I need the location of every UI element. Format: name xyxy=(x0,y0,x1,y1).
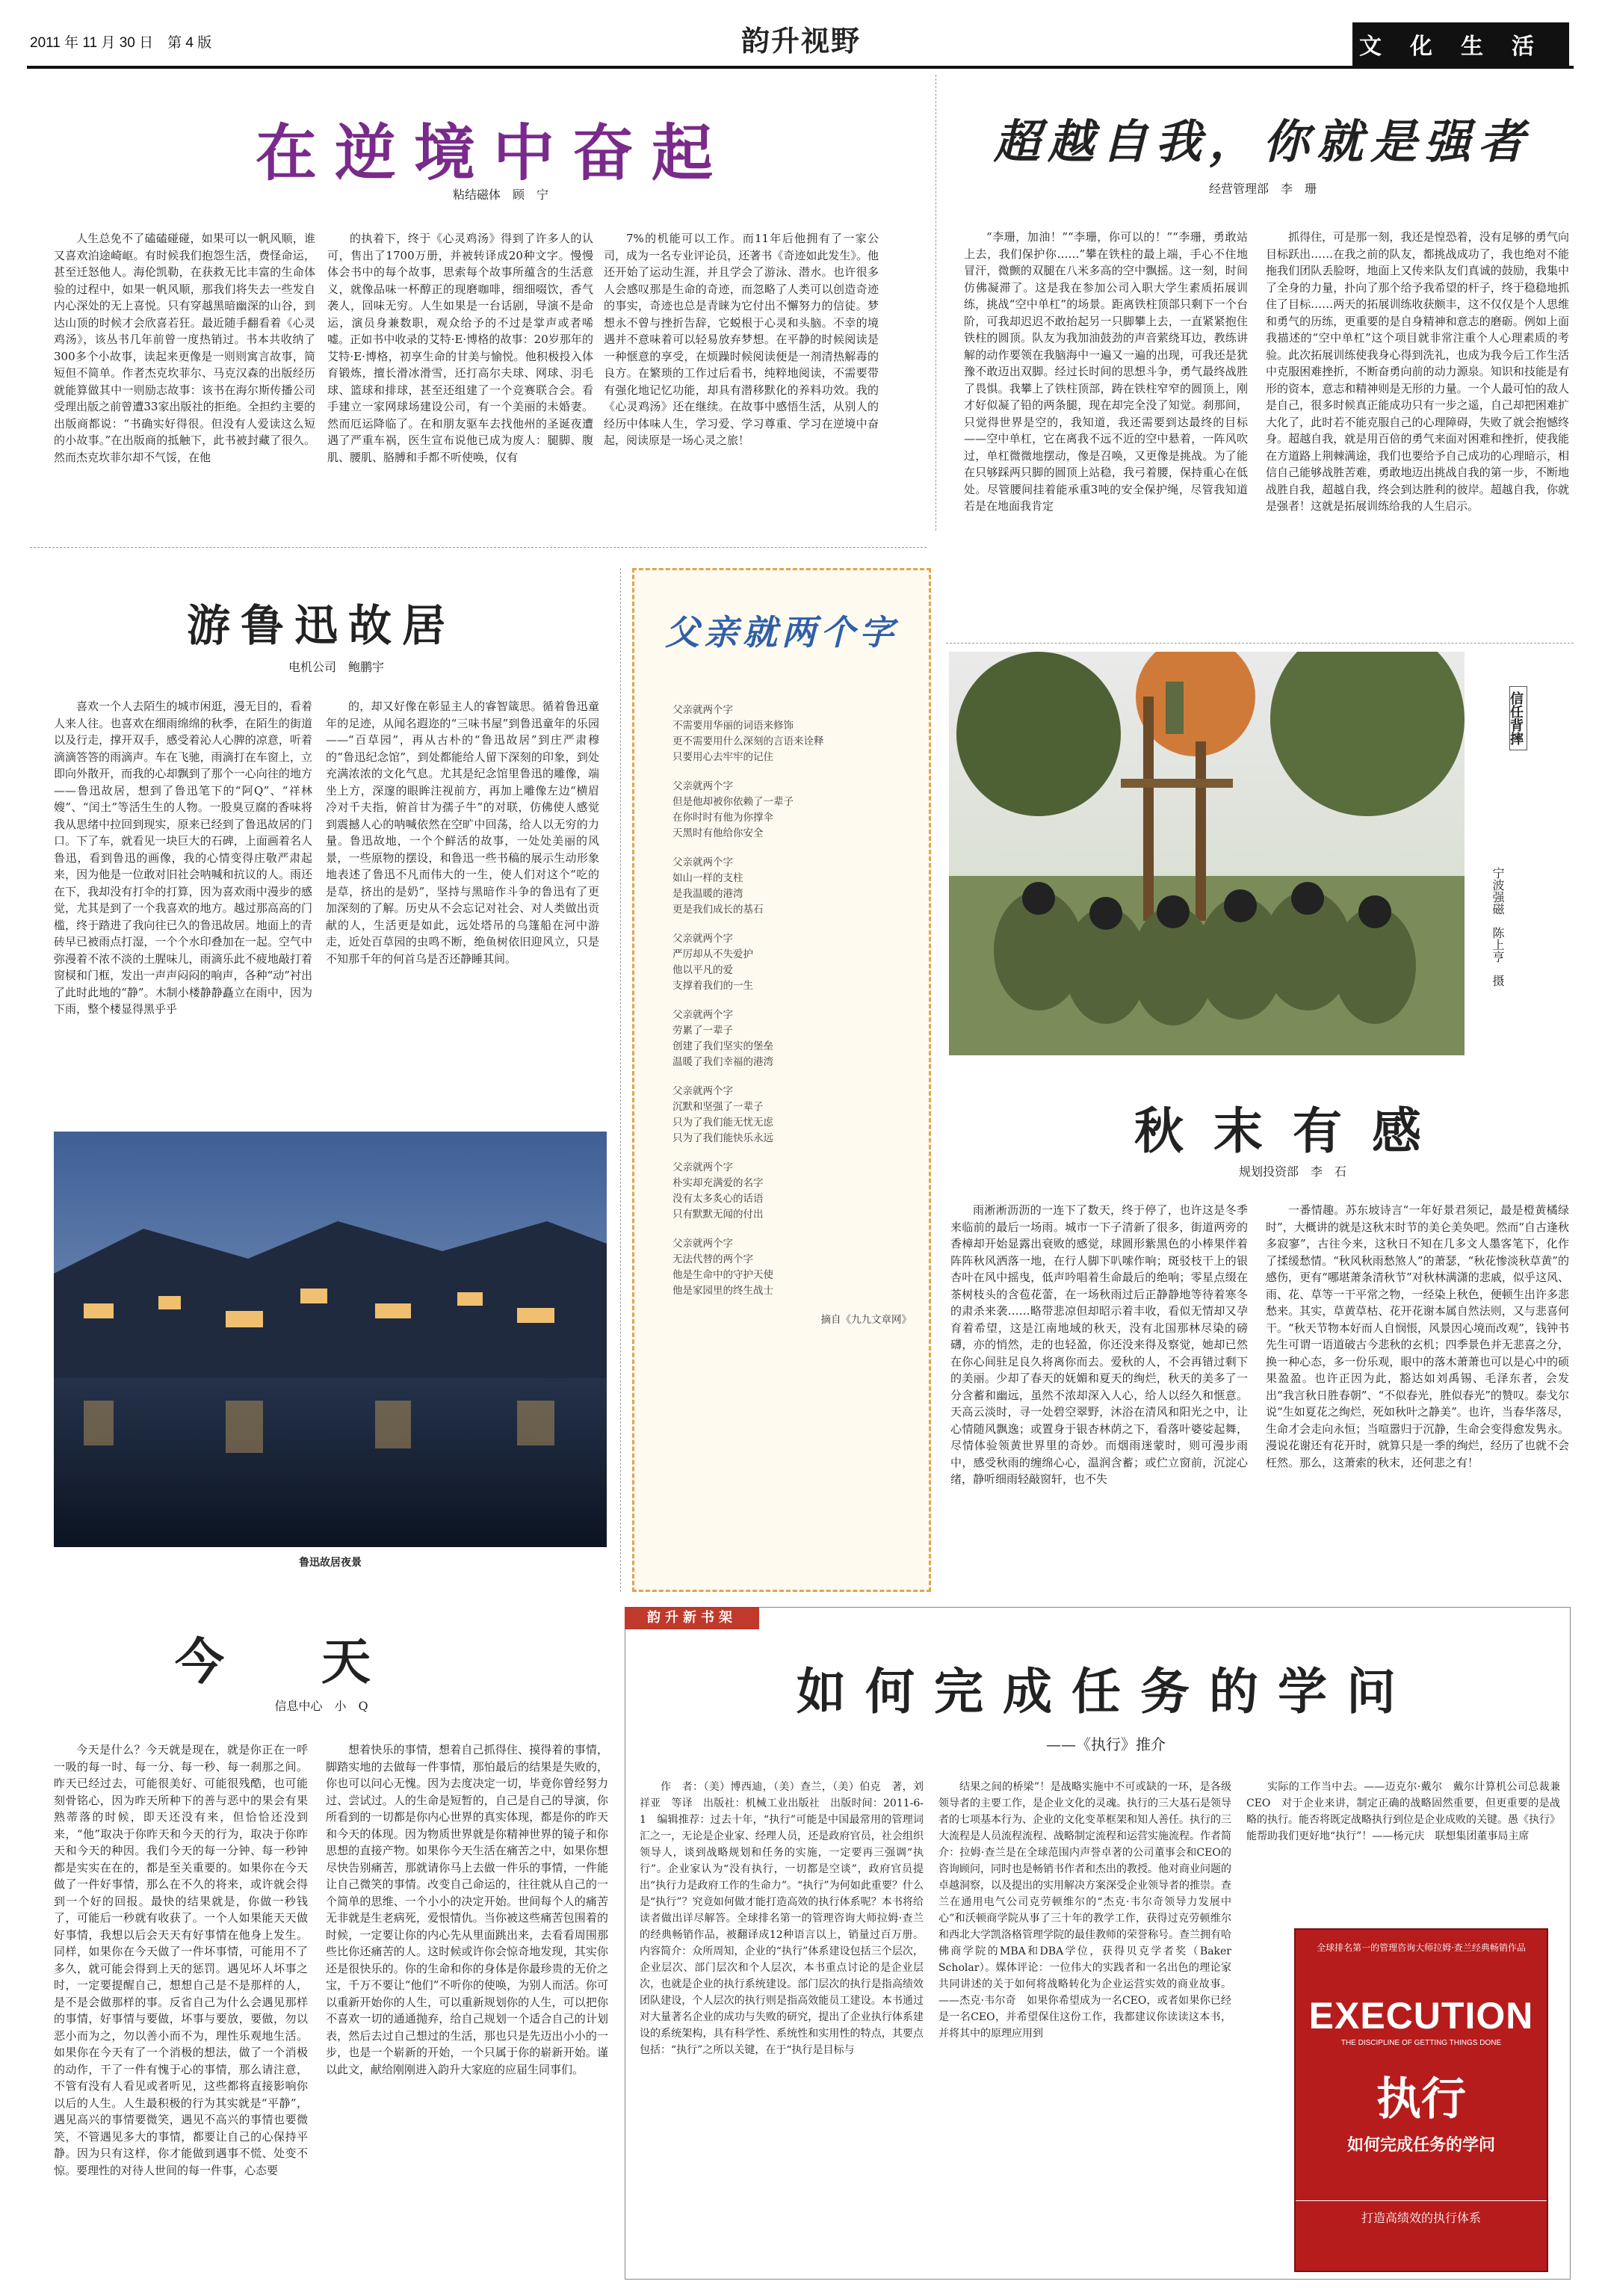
poem-stanza xyxy=(672,703,912,765)
text-adversity-col3: 7%的机能可以工作。而11年后他拥有了一家公司，成为一名专业评论员，还著书《奇迹如此发生》。他还开始了运动生涯，并且学会了游泳、潜水。也许很多人会感叹那是生命的奇迹，而忽略了人类可以创造奇迹的事实，奇迹也总是青睐为它付出不懈努力的信徒。梦想永不曾与挫折告辞，它蜕根于心灵和头脑。不幸的境遇并不意味着可以轻易放弃梦想。在平静的时候阅读是一种惬意的享受，在烦躁时候阅读便是一剂清热解毒的良方。在繁琐的工作过后看书，纯粹地阅读，不需要带有强化地记忆功能，却具有潜移默化的养料功效。我的《心灵鸡汤》还在继续。在故事中感悟生活，从别人的经历中体味人生，学习爱、学习尊重、学习在逆境中奋起，阅读原是一场心灵之旅！ xyxy=(604,232,879,447)
newspaper-name: 韵升视野 xyxy=(740,24,861,58)
photo-trust-fall xyxy=(949,652,1465,1055)
poem-title: 父亲就两个字 xyxy=(665,612,898,652)
poem-line: 更不需要用什么深刻的言语来诠释 xyxy=(672,735,824,747)
poem-stanza xyxy=(672,855,912,918)
byline-autumn: 规划投资部 李 石 xyxy=(1238,1164,1346,1179)
book-cover-top: 全球排名第一的管理咨询大师拉姆·查兰经典畅销作品 xyxy=(1317,1942,1526,1953)
book-cover-en-sub: THE DISCIPLINE OF GETTING THINGS DONE xyxy=(1340,2039,1502,2047)
poem-line: 父亲就两个字 xyxy=(672,1161,733,1173)
photo-caption-trust-fall: 信任背摔 xyxy=(1509,686,1527,750)
poem-line: 天黑时有他给你安全 xyxy=(672,827,764,839)
byline-adversity: 粘结磁体 顾 宁 xyxy=(452,188,548,202)
text-book-col2: 结果之间的桥梁”！是战略实施中不可或缺的一环，是各级领导者的主要工作，是企业文化的灵魂。执行的三大基石是领导者的七项基本行为、企业的文化变革框架和知人善任。执行的三大流程是人员流程流程、战略制定流程和运营实施流程。作者简介：拉姆·查兰是在全球范围内声誉卓著的公司董事会和CEO的咨询顾问，同时也是畅销书作者和杰出的教授。他对商业问题的卓越洞察，以及提出的实用解决方案深受企业领导者的推崇。查兰在通用电气公司克劳顿维尔的“杰克·韦尔奇领导力发展中心”和沃顿商学院从事了三十年的教学工作，获得过克劳顿维尔和西北大学凯洛格管理学院的最佳教师的荣誉称号。查兰拥有哈佛商学院的MBA和DBA学位，获得贝克学者奖（Baker Scholar）。媒体评论：一位伟大的实践者和一名出色的理论家共同讲述的关于如何将战略转化为企业运营实效的商业故事。——杰克·韦尔奇 如果你希望成为一名CEO，或者如果你已经是一名CEO，并希望保住这份工作，我都建议你读读这本书，并将其中的原理应用到 xyxy=(938,1781,1231,2040)
book-cover-bottom: 打造高绩效的执行体系 xyxy=(1296,2200,1547,2226)
luxun-night-illustration xyxy=(54,1132,607,1547)
bookshelf-banner xyxy=(625,1607,759,1629)
book-subtitle: ——《执行》推介 xyxy=(1046,1735,1166,1753)
trust-fall-illustration xyxy=(949,652,1465,1055)
poem-line: 只有默默无闻的付出 xyxy=(672,1209,764,1220)
poem-line: 在你时时有他为你撑伞 xyxy=(672,812,773,824)
poem-line: 没有太多炙心的话语 xyxy=(672,1193,764,1205)
poem-line: 父亲就两个字 xyxy=(672,1238,733,1250)
book-cover xyxy=(1294,1928,1548,2272)
poem-line: 父亲就两个字 xyxy=(672,704,733,716)
poem-line: 创建了我们坚实的堡垒 xyxy=(672,1040,773,1052)
article-title-adversity: 在逆境中奋起 xyxy=(255,117,731,189)
divider xyxy=(620,568,621,1592)
header-rule xyxy=(27,66,1574,69)
poem-line: 他是生命中的守护天使 xyxy=(672,1269,773,1281)
divider xyxy=(946,643,1574,644)
poem-line: 严厉却从不失爱护 xyxy=(672,948,753,960)
issue-date: 2011 年 11 月 30 日 第 4 版 xyxy=(30,35,212,51)
text-surpass-col1: “李珊，加油！”“李珊，你可以的！”“李珊，勇敢站上去，我们保护你……”攀在铁柱的最上端，手心不住地冒汗，微颤的双腿在八米多高的空中飘摇。这一刻，时间仿佛凝滞了。这是我在参加公司入职大学生素质拓展训练，挑战“空中单杠”的场景。距离铁柱顶部只剩下一个台阶，可我却迟迟不敢抬起另一只脚攀上去，一直紧紧抱住铁柱的圆顶。队友为我加油鼓劲的声音萦绕耳边，教练讲解的动作要领在我脑海中一遍又一遍的出现，可我还是犹豫不敢迈出双脚。经过长时间的思想斗争，勇气最终战胜了畏惧。我攀上了铁柱顶部，踌在铁柱窄窄的圆顶上，刚才好似凝了铅的两条腿，现在却完全没了知觉。刹那间，只觉得世界是空的，我知道，我还需要到达最终的目标——空中单杠，它在离我不远不近的空中悬着，一阵风吹过，单杠微微地摆动，像是召唤，又更像是挑战。为了能在只够踩两只脚的圆顶上站稳，我弓着腰，保持重心在低处。尽管腰间挂着能承重3吨的安全保护绳，尽管我知道若是在地面我肯定 xyxy=(964,230,1248,513)
text-adversity-col2: 的执着下，终于《心灵鸡汤》得到了许多人的认可，售出了1700万册，并被转译成20种文字。慢慢体会书中的每个故事，思索每个故事所蕴含的生活意义，就像品味一杯醇正的现磨咖啡，细细啜饮，香气袭人，回味无穷。人生如果是一台话剧，导演不是命运，演员身兼数职，观众给予的不过是掌声或者唏嘘。正如书中收录的艾特·E·博格的故事：20岁那年的艾特·E·博格，初享生命的甘美与愉悦。他积极投入体育锻炼，擅长滑冰滑雪，还打高尔夫球、网球、羽毛球、篮球和排球，甚至还组建了一个竞赛联合会。看手建立一家网球场建设公司，有一个美丽的未婚妻。然而厄运降临了。在和朋友驱车去找他州的圣诞夜遭遇了严重车祸，医生宣布说他已成为废人：腿脚、腹肌、腰肌、胳膊和手都不听使唤，仅有 xyxy=(327,232,593,464)
poem-stanza xyxy=(672,779,912,842)
text-today-col2: 想着快乐的事情，想着自己抓得住、摸得着的事情，脚踏实地的去做每一件事情，那怕最后的结果是失败的，你也可以问心无愧。因为去度决定一切，毕竟你曾经努力过、尝试过。人的生命是短暂的，自己是自己的导演，你所看到的一切都是你内心世界的真实体现，都是你的昨天和今天的体现。因为物质世界就是你精神世界的镜子和你思想的直接产物。如果你今天生活在痛苦之中，如果你想尽快告别痛苦，那就请你马上去做一件乐的事情，一件能让自己微笑的事情。改变自己命运的，往往就从自己的一个简单的思维、一个小小的决定开始。世间每个人的痛苦无非就是生老病死，爱恨情仇。当你被这些痛苦包围着的时候，一定要让你的内心先从里面跳出来，去看看周围那些比你还痛苦的人。这时候或许你会惊奇地发现，其实你还是很快乐的。你的生命和你的身体是你最珍贵的无价之宝，千万不要让“他们”不听你的使唤，为别人而活。你可以重新开始你的人生，可以重新规划你的人生，可以把你不喜欢一切的通通抛弃，给自己规划一个适合自己的计划表，然后去过自己想过的生活，那也只是先迈出小小的一步，也是一个崭新的开始，一个只属于你的崭新开始。谨以此文，献给刚刚进入韵升大家庭的应届生同事们。 xyxy=(326,1743,608,2076)
poem-line: 父亲就两个字 xyxy=(672,933,733,945)
poem-line: 他是家园里的终生战士 xyxy=(672,1285,773,1297)
article-title-autumn: 秋末有感 xyxy=(1134,1102,1451,1160)
byline-luxun: 电机公司 鲍鹏宇 xyxy=(288,660,384,674)
text-book-col3: 实际的工作当中去。——迈克尔·戴尔 戴尔计算机公司总裁兼CEO 对于企业来讲，制定正确的战略固然重要，但更重要的是战略的执行。能否将既定战略执行到位是企业成败的关键。愚《执行》能帮助我们更好地“执行”！——杨元庆 联想集团董事局主席 xyxy=(1246,1781,1560,1842)
poem-line: 如山一样的支柱 xyxy=(672,872,743,884)
poem-source: 摘自《九九文章网》 xyxy=(820,1314,912,1326)
poem-line: 只要用心去牢牢的记住 xyxy=(672,751,773,763)
poem-stanza xyxy=(672,1160,912,1223)
text-book-col1: 作 者：（美）博西迪，（美）查兰，（美）伯克 著，刘祥亚 等译 出版社：机械工业出版社 出版时间：2011-6-1 编辑推荐：过去十年，“执行”可能是中国最常用的管理词汇之一，无论是企业家、经理人员，还是政府官员，社会组织领导人，谈到战略规划和任务的实施，一定要再三强调“执行”。企业家认为“没有执行，一切都是空谈”，政府官员提出“执行力是政府工作的生命力”。“执行”为何如此重要？什么是“执行”？究竟如何做才能打造高效的执行体系呢？本书将给读者做出详尽解答。全球排名第一的管理咨询大师拉姆·查兰的经典畅销作品，被翻译成12种语言以上，销量过百万册。内容简介：众所周知，企业的“执行”体系建设包括三个层次，企业层次、部门层次和个人层次，本书重点讨论的是企业层次，也就是企业的执行系统建设。部门层次的执行是指高绩效团队建设，个人层次的执行则是指高效能员工建设。本书通过对大量著名企业的成功与失败的研究，提出了企业执行体系建设的系统架构，具有科学性、系统性和实用性的特点，其要点包括：“执行”之所以关键，在于“执行是目标与 xyxy=(640,1781,924,2056)
photo-caption-luxun: 鲁迅故居夜景 xyxy=(299,1557,362,1569)
poem-line: 无法代替的两个字 xyxy=(672,1253,753,1265)
divider xyxy=(935,75,936,531)
poem-line: 父亲就两个字 xyxy=(672,1009,733,1021)
poem-stanza xyxy=(672,1084,912,1147)
poem-line: 父亲就两个字 xyxy=(672,857,733,868)
book-cover-cn: 执行 xyxy=(1376,2073,1466,2126)
text-surpass-col2: 抓得住，可是那一刻，我还是惶恐着，没有足够的勇气向目标跃出……在我之前的队友，都挑战成功了，我也绝对不能拖我们团队丢脸呀，地面上又传来队友们真诚的鼓励，我集中了全身的力量，扑向了那个给予我希望的杆子，终于稳稳地抓住了目标……两天的拓展训练收获颇丰，这不仅仅是个人思维和勇气的历练，更重要的是自身精神和意志的磨砺。例如上面我描述的“空中单杠”这个项目就非常注重个人心理素质的考验。此次拓展训练使我身心得到洗礼，也成为我今后工作生活中克服困难挫折，不断奋勇向前的动力源泉。知识和技能是有形的资本，意志和精神则是无形的力量。一个人最可怕的敌人是自己，很多时候真正能成功只有一步之遥，自己却把困难扩大化了，此时若不能克服自己的心理障碍，失败了就会抱憾终身。超越自我，就是用百倍的勇气来面对困难和挫折，使我能在方道路上荆棘满途，我们也要给予自己成功的心理暗示，相信自己能够战胜苦难，勇敢地迈出挑战自我的第一步，不断地战胜自我，超越自我，终会到达胜利的彼岸。超越自我，你就是强者！这就是拓展训练给我的人生启示。 xyxy=(1266,230,1569,513)
book-cover-word: EXECUTION xyxy=(1308,1995,1534,2037)
poem-line: 是我温暖的港湾 xyxy=(672,888,743,900)
poem-line: 但是他却被你依赖了一辈子 xyxy=(672,796,794,808)
byline-today: 信息中心 小 Q xyxy=(274,1699,368,1713)
book-title: 如何完成任务的学问 xyxy=(797,1662,1415,1721)
photo-credit-trust-fall: 宁波强磁 陈上亨 摄 xyxy=(1491,867,1505,987)
poem-line: 沉默和坚强了一辈子 xyxy=(672,1101,764,1113)
photo-luxun-night xyxy=(54,1132,607,1547)
text-autumn-col1: 雨淅淅沥沥的一连下了数天，终于停了，也许这是冬季来临前的最后一场雨。城市一下子清新了很多，街道两旁的香樟却开始显露出衰败的感觉，球圆形紫黑色的小棒果伴着阵阵秋风洒落一地，在行人脚下叭嗦作响；斑驳枝干上的银杏叶在风中摇曳，低声吟唱着生命最后的绝响；零星点缀在茶树枝头的含苞花蕾，在一场秋雨过后正静静地等待着寒冬的肃杀来袭……略带悲凉但却昭示着丰收，看似无情却又孕育着希望，这是江南地域的秋天，没有北国那林尽染的磅礴，亦的悄然，走的也轻盈，你还没来得及察觉，她却已然在你心间驻足良久将离你而去。爱秋的人，不会再错过剩下的美丽。少却了春天的妩媚和夏天的绚烂，秋天的美多了一分含蓄和幽远，虽然不浓却深入人心，给人以经久和惬意。天高云淡时，寻一处碧空翠野，沐浴在清风和阳光之中，让心情随风飘逸；或置身于银杏林荫之下，看落叶婆娑起舞，尽情体验领黄世界里的奇妙。而烟雨迷蒙时，则可漫步雨中，感受秋雨的缠绵心心，温润含蓄；或伫立窗前，沉淀心绪，静听细雨轻敲窗轩，也不失 xyxy=(950,1203,1248,1486)
article-title-surpass: 超越自我，你就是强者 xyxy=(994,114,1533,169)
poem-line: 支撑着我们的一生 xyxy=(672,980,753,992)
poem-stanza xyxy=(672,1236,912,1299)
text-today-col1: 今天是什么？今天就是现在，就是你正在一呼一吸的每一时、每一分、每一秒、每一刹那之间。昨天已经过去，可能很美好、可能很残酷，也可能刻骨铭心，因为昨天所种下的善与恶中的果会有果熟蒂落的时候，即天还没有来，但恰恰还没到来，“他”取决于你昨天和今天的行为，取决于你昨天和今天的种因。我们今天的每一分钟、每一秒钟都是实实在在的，都是至关重要的。如果你在今天做了一件好事情，那么在不久的将来，或许就会得到一个好的回报。最快的结果就是，你做一秒钱了，可能后一秒就有收获了。一个人如果能天天做好事情，我想以后会天天有好事情在他身上发生。同样，如果你在今天做了一件坏事情，可能用不了多久，就可能会得到上天的惩罚。遇见坏人坏事之时，一定要提醒自己，想想自己是不是那样的人，是不是会做那样的事。反省自己为什么会遇见那样的事情，好事情与要做，坏事与要放，要做，勿以恶小而为之，勿以善小而不为，理性乐观地生活。如果你在今天有了一个消极的想法，做了一个消极的动作，干了一件有愧于心的事情，那么请注意，不管有没有人看见或者听见，这些都将直接影响你以后的人生。人生最积极的行为其实就是“平静”，遇见高兴的事情要微笑，遇见不高兴的事情也要微笑，不管遇见多大的事情，都要让自己的心保持平静。因为只有这样，你才能做到遇事不慌、处变不惊。要理性的对待人世间的每一件事，心态要 xyxy=(54,1743,308,2177)
poem-line: 父亲就两个字 xyxy=(672,1085,733,1097)
poem-line: 朴实却充满爱的名字 xyxy=(672,1177,764,1189)
bookshelf-banner-label: 韵升新书架 xyxy=(647,1610,737,1626)
article-title-today: 今天 xyxy=(175,1632,468,1691)
text-luxun-col2: 的，却又好像在彰显主人的睿智箴思。循着鲁迅童年的足迹，从闻名遐迩的“三味书屋”到鲁迅童年的乐园——“百草园”，再从古朴的“鲁迅故居”到庄严肃穆的“鲁迅纪念馆”，到处都能给人留下深刻的印象，到处充满浓浓的文化气息。尤其是纪念馆里鲁迅的雕像，端坐上方，深邃的眼眸注视前方，再加上雕像左边“横眉冷对千夫指，俯首甘为孺子牛”的对联，仿佛使人感觉到震撼人心的呐喊依然在空旷中回荡，给人以无穷的力量。鲁迅故地，一个个鲜活的故事，一处处美丽的风景，一些原物的摆设，和鲁迅一些书稿的展示生动形象地表述了鲁迅不凡而伟大的一生，使人们对这个“吃的是草，挤出的是奶”，坚持与黑暗作斗争的鲁迅有了更加深刻的了解。历史从不会忘记对社会、对人类做出贡献的人，生活更是如此，远处塔吊的乌篷船在河中游走，近处百草园的虫鸣不断，绝鱼树依旧迎风立，只是不知那千年的何首乌是否还静睡其间。 xyxy=(326,700,599,966)
poem-line: 只为了我们能无忧无虑 xyxy=(672,1117,773,1129)
text-adversity-col1: 人生总免不了磕磕碰碰，如果可以一帆风顺，谁又喜欢泊途崎岖。有时候我们抱怨生活，费怪命运，甚至迁怒他人。海伦凯勒，在获救无比丰富的生命体验的过程中，如果一帆风顺，那我们将失去一些发自内心深处的无上喜悦。只有穿越黑暗幽深的山谷，到达山顶的时候才会欣喜若狂。最近随手翻看着《心灵鸡汤》，该丛书几年前曾一度热销过。书本共收纳了300多个小故事，读起来更像是一则则寓言故事，简短但不简单。作者杰克坎菲尔、马克汉森的出版经历就能算做其中一则励志故事：该书在海尔斯传播公司受理出版之前曾遭33家出版社的拒绝。全担约主要的出版商都说：“书确实好得很。但没有人爱读这么短的小故事。”在出版商的抵触下，此书被封藏了很久。然而杰克坎菲尔却不气馁，在他 xyxy=(54,232,315,464)
article-title-luxun: 游鲁迅故居 xyxy=(186,600,456,651)
book-cover-cn-sub: 如何完成任务的学问 xyxy=(1346,2135,1495,2155)
text-luxun-col1: 喜欢一个人去陌生的城市闲逛，漫无目的，看着人来人往。也喜欢在细雨绵绵的秋季，在陌生的街道以及行走，撑开双手，感受着沁人心脾的凉意，听着滴滴答答的雨滴声。车在飞驰，雨滴打在车窗上，立即向外散开，而我的心却飘到了那个一心向往的地方——鲁迅故居，想到了鲁迅笔下的“阿Q”、“祥林嫂”、“闰土”等活生生的人物。一股臭豆腐的香味将我从思绪中拉回到现实，原来已经到了鲁迅故居的门口。下了车，就看见一块巨大的石碑，上面画着名人鲁迅，看到鲁迅的画像，我的心情变得庄敬严肃起来，因为他是一位敢对旧社会呐喊和抗议的人。雨还在下，我却没有打伞的打算，因为喜欢雨中漫步的感觉，尤其是到了一个我喜欢的地方。越过那高高的门槛，终于踏进了我向往已久的鲁迅故居。地面上的青砖早已被雨点打湿，一个个水印叠加在一起。空气中弥漫着不浓不淡的土腥味儿，雨滴乐此不疲地敲打着窗棂和门框，发出一声声闷闷的响声，各种“动”衬出了此时此地的“静”。木制小楼静静矗立在雨中，因为下雨，整个楼显得黑乎乎 xyxy=(54,700,312,1016)
text-autumn-col2: 一番情趣。苏东坡诗言“一年好景君须记，最是橙黄橘绿时”，大概讲的就是这秋末时节的美仑美奂吧。然而“自古逢秋多寂寥”，古往今来，这秋日不知在几多文人墨客笔下，化作了揉缓愁情。“秋风秋雨愁煞人”的萧瑟，“秋花惨淡秋草黄”的感伤，更有“哪堪萧条清秋节”对秋林满潇的悲戚，似乎这风、雨、花、草等一干平常之物，一经染上秋色，便顿生出许多悲愁来。其实，草黄草枯、花开花谢本属自然法则，又与悲喜何干。“秋天节物本好而人自悯悵，风景因心境而改观”，钱钟书先生可谓一语道破古今悲秋的玄机；四季景色并无悲喜之分，换一种心态，多一份乐观，眼中的落木萧萧也可以是心中的硕果盈盈。也许正因为此，豁达如刘禹锡、毛泽东者，会发出“我言秋日胜春朝”、“不似春光，胜似春光”的赞叹。泰戈尔说“生如夏花之绚烂，死如秋叶之静美”。也许，当春华落尽，生命才会走向永恒；当喧嚣归于沉静，生命会变得愈发隽永。漫说花谢还有花开时，就算只是一季的绚烂，经历了也就不会枉然。那么，这萧索的秋末，还何悲之有！ xyxy=(1266,1203,1569,1469)
poem-line: 更是我们成长的基石 xyxy=(672,904,764,916)
poem-stanza xyxy=(672,931,912,994)
poem-line: 他以平凡的爱 xyxy=(672,964,733,976)
poem-line: 只为了我们能快乐永远 xyxy=(672,1132,773,1144)
poem-line: 不需要用华丽的词语来修饰 xyxy=(672,720,794,732)
poem-line: 温暖了我们幸福的港湾 xyxy=(672,1056,773,1068)
poem-line: 劳累了一辈子 xyxy=(672,1025,733,1037)
divider xyxy=(30,547,927,548)
poem-stanza xyxy=(672,1007,912,1070)
byline-surpass: 经营管理部 李 珊 xyxy=(1208,182,1317,196)
poem-line: 父亲就两个字 xyxy=(672,780,733,792)
poem-body xyxy=(672,703,912,1328)
section-banner: 文化生活 xyxy=(1352,22,1569,66)
